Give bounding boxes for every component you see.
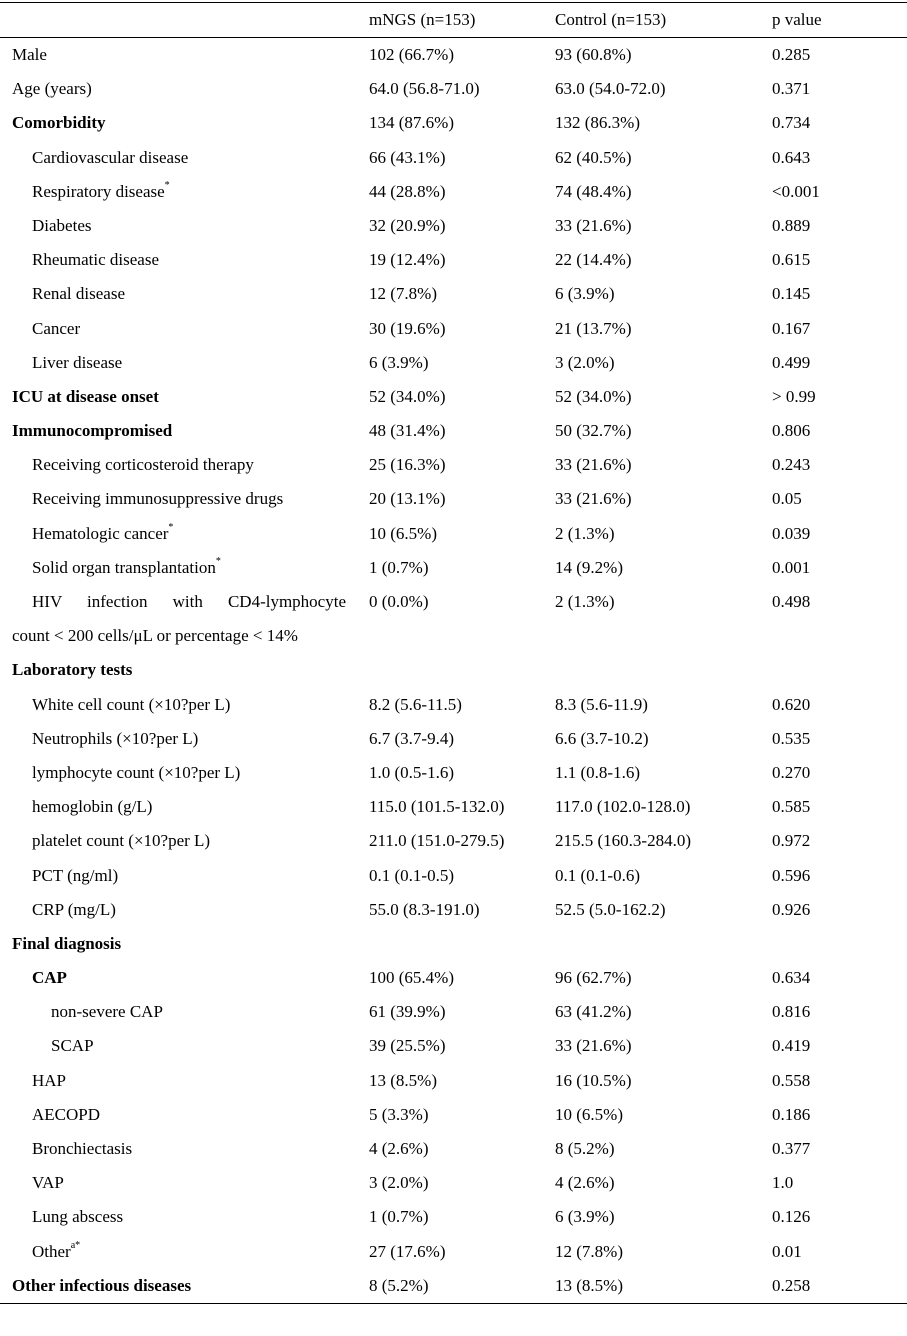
control-value: 16 (10.5%) [555, 1070, 632, 1090]
control-value: 2 (1.3%) [555, 523, 615, 543]
table-row-section-immunocompromised [0, 414, 907, 448]
control-value: 63 (41.2%) [555, 1002, 632, 1022]
mngs-value: 1 (0.7%) [369, 1207, 429, 1227]
table-row [0, 585, 907, 653]
mngs-value: 61 (39.9%) [369, 1002, 446, 1022]
mngs-value: 66 (43.1%) [369, 147, 446, 167]
table-row [0, 277, 907, 311]
row-label: Male [12, 45, 47, 64]
row-label-wrapper [32, 551, 221, 585]
p-value: 0.377 [772, 1139, 811, 1159]
table-row [0, 790, 907, 824]
control-value: 215.5 (160.3-284.0) [555, 831, 691, 851]
control-value: 6 (3.9%) [555, 1207, 615, 1227]
row-label: Bronchiectasis [32, 1139, 133, 1159]
mngs-value: 5 (3.3%) [369, 1104, 429, 1124]
mngs-value: 211.0 (151.0-279.5) [369, 831, 505, 851]
row-label: Solid organ transplantation [32, 557, 216, 577]
table-row [0, 756, 907, 790]
p-value: 0.419 [772, 1036, 811, 1056]
control-value: 12 (7.8%) [555, 1241, 623, 1261]
header-p-value: p value [772, 10, 822, 29]
table-row [0, 1098, 907, 1132]
table-row [0, 517, 907, 551]
baseline-characteristics-table [0, 2, 907, 1304]
control-value: 33 (21.6%) [555, 1036, 632, 1056]
p-value: > 0.99 [772, 386, 816, 406]
table-row [0, 482, 907, 516]
footnote-marker: * [164, 180, 170, 192]
mngs-value: 0.1 (0.1-0.5) [369, 865, 454, 885]
row-label: SCAP [51, 1036, 94, 1056]
mngs-value: 0 (0.0%) [369, 592, 429, 611]
mngs-value: 3 (2.0%) [369, 1173, 429, 1193]
mngs-value: 20 (13.1%) [369, 489, 446, 509]
row-label-wrapper [32, 1235, 80, 1269]
mngs-value: 6 (3.9%) [369, 352, 429, 372]
table-row [0, 551, 907, 585]
row-label: AECOPD [32, 1104, 101, 1124]
mngs-value: 134 (87.6%) [369, 113, 454, 133]
control-value: 50 (32.7%) [555, 421, 632, 441]
row-label: VAP [32, 1173, 64, 1193]
table-row [0, 312, 907, 346]
p-value: <0.001 [772, 181, 820, 201]
row-label-line2: count < 200 cells/μL or percentage < 14% [12, 626, 298, 646]
row-label: CAP [32, 968, 67, 988]
mngs-value: 55.0 (8.3-191.0) [369, 899, 480, 919]
row-label: Receiving immunosuppressive drugs [32, 489, 284, 509]
mngs-value: 13 (8.5%) [369, 1070, 437, 1090]
p-value: 0.285 [772, 45, 811, 64]
control-value: 0.1 (0.1-0.6) [555, 865, 640, 885]
p-value: 0.05 [772, 489, 802, 509]
p-value: 0.734 [772, 113, 811, 133]
p-value: 0.972 [772, 831, 811, 851]
row-label: Hematologic cancer [32, 523, 169, 543]
p-value: 1.0 [772, 1173, 794, 1193]
p-value: 0.596 [772, 865, 811, 885]
control-value: 8 (5.2%) [555, 1139, 615, 1159]
mngs-value: 27 (17.6%) [369, 1241, 446, 1261]
control-value: 33 (21.6%) [555, 489, 632, 509]
p-value: 0.620 [772, 694, 811, 714]
table-row [0, 1064, 907, 1098]
table-row [0, 38, 907, 72]
control-value: 52.5 (5.0-162.2) [555, 899, 666, 919]
control-value: 52 (34.0%) [555, 386, 632, 406]
row-label: Rheumatic disease [32, 250, 159, 270]
table-row [0, 1235, 907, 1269]
p-value: 0.634 [772, 968, 811, 988]
p-value: 0.498 [772, 592, 811, 611]
mngs-value: 52 (34.0%) [369, 386, 446, 406]
row-label: CRP (mg/L) [32, 899, 116, 919]
table-row [0, 175, 907, 209]
row-label-line1: HIV infection with CD4-lymphocyte [32, 592, 346, 611]
mngs-value: 19 (12.4%) [369, 250, 446, 270]
control-value: 74 (48.4%) [555, 181, 632, 201]
row-label: HAP [32, 1070, 67, 1090]
mngs-value: 4 (2.6%) [369, 1139, 429, 1159]
control-value: 10 (6.5%) [555, 1104, 623, 1124]
header-control: Control (n=153) [555, 10, 667, 29]
row-label: hemoglobin (g/L) [32, 797, 153, 817]
table-row [0, 1200, 907, 1234]
control-value: 22 (14.4%) [555, 250, 632, 270]
footnote-marker: * [215, 556, 221, 568]
control-value: 117.0 (102.0-128.0) [555, 797, 691, 817]
row-label: ICU at disease onset [12, 386, 159, 406]
row-label: non-severe CAP [51, 1002, 163, 1022]
table-row-section-final-diagnosis [0, 927, 907, 961]
mngs-value: 10 (6.5%) [369, 523, 437, 543]
footnote-marker: * [168, 521, 174, 533]
control-value: 14 (9.2%) [555, 557, 623, 577]
p-value: 0.535 [772, 728, 811, 748]
p-value: 0.816 [772, 1002, 811, 1022]
p-value: 0.258 [772, 1275, 811, 1295]
row-label: Receiving corticosteroid therapy [32, 455, 254, 475]
control-value: 63.0 (54.0-72.0) [555, 79, 666, 99]
row-label: Age (years) [12, 79, 92, 99]
p-value: 0.926 [772, 899, 811, 919]
table-row [0, 346, 907, 380]
mngs-value: 25 (16.3%) [369, 455, 446, 475]
row-label: White cell count (×10?per L) [32, 694, 231, 714]
table-row [0, 859, 907, 893]
table-row [0, 1166, 907, 1200]
table-row [0, 893, 907, 927]
table-row [0, 688, 907, 722]
p-value: 0.167 [772, 318, 811, 338]
control-value: 1.1 (0.8-1.6) [555, 762, 640, 782]
control-value: 33 (21.6%) [555, 455, 632, 475]
table-row-section-comorbidity [0, 106, 907, 140]
mngs-value: 115.0 (101.5-132.0) [369, 797, 505, 817]
control-value: 93 (60.8%) [555, 45, 632, 64]
control-value: 96 (62.7%) [555, 968, 632, 988]
footnote-marker: a* [70, 1239, 81, 1251]
mngs-value: 6.7 (3.7-9.4) [369, 728, 454, 748]
p-value: 0.499 [772, 352, 811, 372]
control-value: 13 (8.5%) [555, 1275, 623, 1295]
table-row [0, 961, 907, 995]
row-label: Final diagnosis [12, 933, 122, 953]
p-value: 0.806 [772, 421, 811, 441]
p-value: 0.558 [772, 1070, 811, 1090]
mngs-value: 48 (31.4%) [369, 421, 446, 441]
table-row [0, 995, 907, 1029]
row-label: Respiratory disease [32, 181, 165, 201]
control-value: 6.6 (3.7-10.2) [555, 728, 649, 748]
mngs-value: 64.0 (56.8-71.0) [369, 79, 480, 99]
mngs-value: 8 (5.2%) [369, 1275, 429, 1295]
table-row [0, 1029, 907, 1063]
p-value: 0.371 [772, 79, 811, 99]
p-value: 0.126 [772, 1207, 811, 1227]
row-label-wrapper [32, 175, 170, 209]
control-value: 21 (13.7%) [555, 318, 632, 338]
row-label: Liver disease [32, 352, 123, 372]
mngs-value: 100 (65.4%) [369, 968, 454, 988]
table-row [0, 722, 907, 756]
p-value: 0.039 [772, 523, 811, 543]
row-label: Immunocompromised [12, 421, 173, 441]
row-label: Renal disease [32, 284, 125, 304]
mngs-value: 44 (28.8%) [369, 181, 446, 201]
table-row-section-other-infectious [0, 1269, 907, 1303]
mngs-value: 1.0 (0.5-1.6) [369, 762, 454, 782]
table-row [0, 141, 907, 175]
table-row-section-laboratory [0, 653, 907, 687]
p-value: 0.270 [772, 762, 811, 782]
row-label: Neutrophils (×10?per L) [32, 728, 199, 748]
table-row [0, 243, 907, 277]
p-value: 0.585 [772, 797, 811, 817]
mngs-value: 32 (20.9%) [369, 215, 446, 235]
control-value: 8.3 (5.6-11.9) [555, 694, 648, 714]
mngs-value: 102 (66.7%) [369, 45, 454, 64]
mngs-value: 30 (19.6%) [369, 318, 446, 338]
mngs-value: 12 (7.8%) [369, 284, 437, 304]
row-label: lymphocyte count (×10?per L) [32, 762, 241, 782]
mngs-value: 8.2 (5.6-11.5) [369, 694, 462, 714]
table-header-row [0, 3, 907, 37]
p-value: 0.145 [772, 284, 811, 304]
control-value: 4 (2.6%) [555, 1173, 615, 1193]
row-label: Comorbidity [12, 113, 106, 133]
row-label: PCT (ng/ml) [32, 865, 119, 885]
row-label: Cardiovascular disease [32, 147, 189, 167]
table-row [0, 824, 907, 858]
table-row [0, 1132, 907, 1166]
row-label: Laboratory tests [12, 660, 133, 680]
control-value: 62 (40.5%) [555, 147, 632, 167]
p-value: 0.01 [772, 1241, 802, 1261]
p-value: 0.643 [772, 147, 811, 167]
p-value: 0.001 [772, 557, 811, 577]
table-row-section-icu [0, 380, 907, 414]
row-label: Other infectious diseases [12, 1275, 192, 1295]
row-label: Diabetes [32, 215, 92, 235]
mngs-value: 39 (25.5%) [369, 1036, 446, 1056]
table-row [0, 448, 907, 482]
row-label: Other [32, 1241, 71, 1261]
p-value: 0.615 [772, 250, 811, 270]
table-row [0, 209, 907, 243]
table-bottom-rule [0, 1303, 907, 1304]
control-value: 6 (3.9%) [555, 284, 615, 304]
row-label: Lung abscess [32, 1207, 124, 1227]
table-row [0, 72, 907, 106]
row-label: Cancer [32, 318, 81, 338]
p-value: 0.243 [772, 455, 811, 475]
mngs-value: 1 (0.7%) [369, 557, 429, 577]
control-value: 3 (2.0%) [555, 352, 615, 372]
row-label-wrapper [32, 517, 173, 551]
row-label: platelet count (×10?per L) [32, 831, 211, 851]
control-value: 132 (86.3%) [555, 113, 640, 133]
control-value: 2 (1.3%) [555, 592, 615, 611]
p-value: 0.889 [772, 215, 811, 235]
header-mngs: mNGS (n=153) [369, 10, 476, 29]
control-value: 33 (21.6%) [555, 215, 632, 235]
p-value: 0.186 [772, 1104, 811, 1124]
